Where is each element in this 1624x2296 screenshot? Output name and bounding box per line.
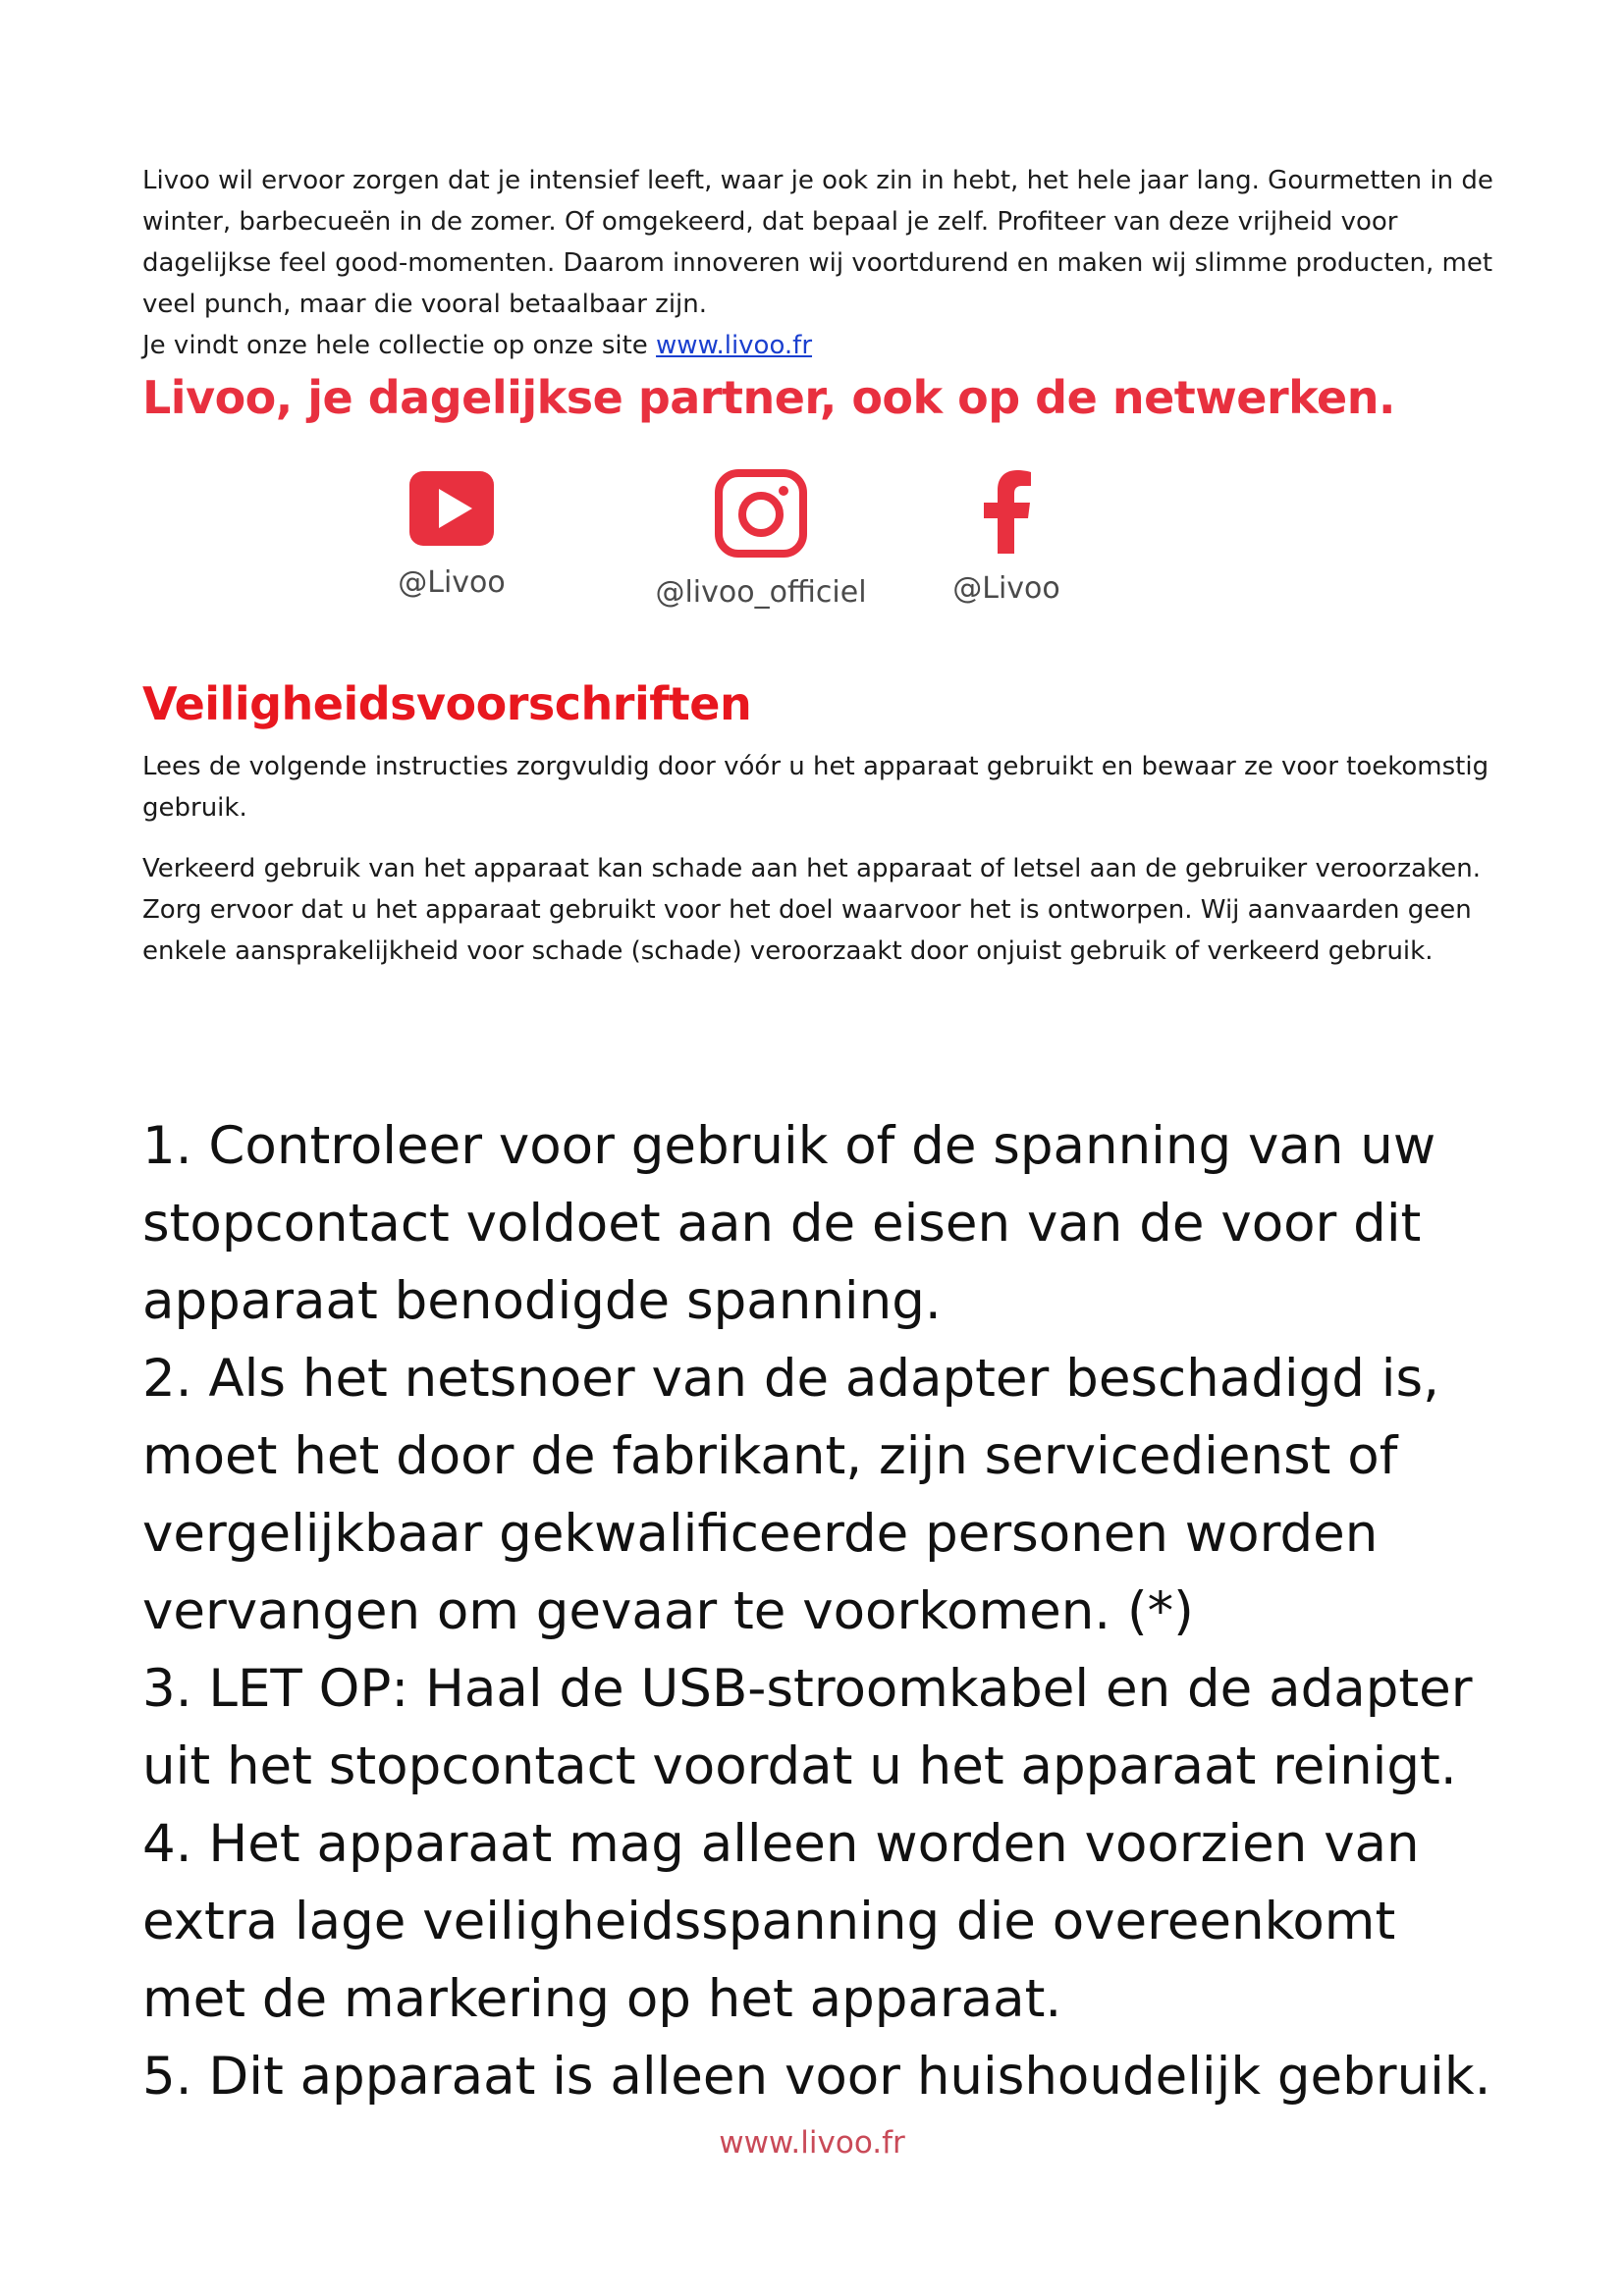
safety-rule: 4. Het apparaat mag alleen worden voorzien van extra lage veiligheidsspanning die overeenkomt met de markering op het apparaat. xyxy=(142,1814,1420,2029)
social-youtube[interactable] xyxy=(373,469,530,600)
safety-rules-list xyxy=(142,1107,1497,2115)
safety-intro xyxy=(142,746,1497,991)
social-instagram[interactable] xyxy=(628,469,893,610)
instagram-handle: @livoo_officiel xyxy=(655,575,867,610)
safety-rule: 3. LET OP: Haal de USB-stroomkabel en de adapter uit het stopcontact voordat u het apparaat reinigt. xyxy=(142,1659,1473,1796)
facebook-icon xyxy=(977,469,1036,554)
facebook-handle: @Livoo xyxy=(952,571,1060,606)
safety-heading: Veiligheidsvoorschriften xyxy=(142,677,752,730)
website-link[interactable]: www.livoo.fr xyxy=(656,331,813,360)
safety-rule: 2. Als het netsnoer van de adapter beschadigd is, moet het door de fabrikant, zijn servicedienst of vergelijkbaar gekwalificeerde personen worden vervangen om gevaar te voorkomen. (*) xyxy=(142,1349,1439,1641)
safety-rule: 1. Controleer voor gebruik of de spanning van uw stopcontact voldoet aan de eisen van de voor dit apparaat benodigde spanning. xyxy=(142,1116,1436,1331)
youtube-icon xyxy=(407,469,496,548)
footer-url: www.livoo.fr xyxy=(719,2125,905,2161)
safety-rule: 5. Dit apparaat is alleen voor huishoudelijk gebruik. xyxy=(142,2047,1491,2107)
collection-text: Je vindt onze hele collectie op onze site xyxy=(142,331,657,360)
youtube-handle: @Livoo xyxy=(398,565,506,600)
instagram-icon xyxy=(714,469,808,558)
intro-paragraph: Livoo wil ervoor zorgen dat je intensief leeft, waar je ook zin in hebt, het hele jaar lang. Gourmetten in de winter, barbecueën in de zomer. Of omgekeerd, dat bepaal je zelf. Profiteer van deze vrijheid voor dagelijkse feel good-momenten. Daarom innoveren wij voortdurend en maken wij slimme producten, met veel punch, maar die vooral betaalbaar zijn. xyxy=(142,166,1493,319)
safety-intro-1: Lees de volgende instructies zorgvuldig door vóór u het apparaat gebruikt en bewaar ze voor toekomstig gebruik. xyxy=(142,752,1489,823)
safety-intro-2: Verkeerd gebruik van het apparaat kan schade aan het apparaat of letsel aan de gebruiker veroorzaken. Zorg ervoor dat u het apparaat gebruikt voor het doel waarvoor het is ontworpen. Wij aanvaarden geen enkele aansprakelijkheid voor schade (schade) veroorzaakt door onjuist gebruik of verkeerd gebruik. xyxy=(142,854,1481,966)
intro-section xyxy=(142,160,1497,366)
social-facebook[interactable] xyxy=(938,469,1075,606)
collection-line xyxy=(142,325,1497,366)
social-heading: Livoo, je dagelijkse partner, ook op de netwerken. xyxy=(142,371,1395,424)
